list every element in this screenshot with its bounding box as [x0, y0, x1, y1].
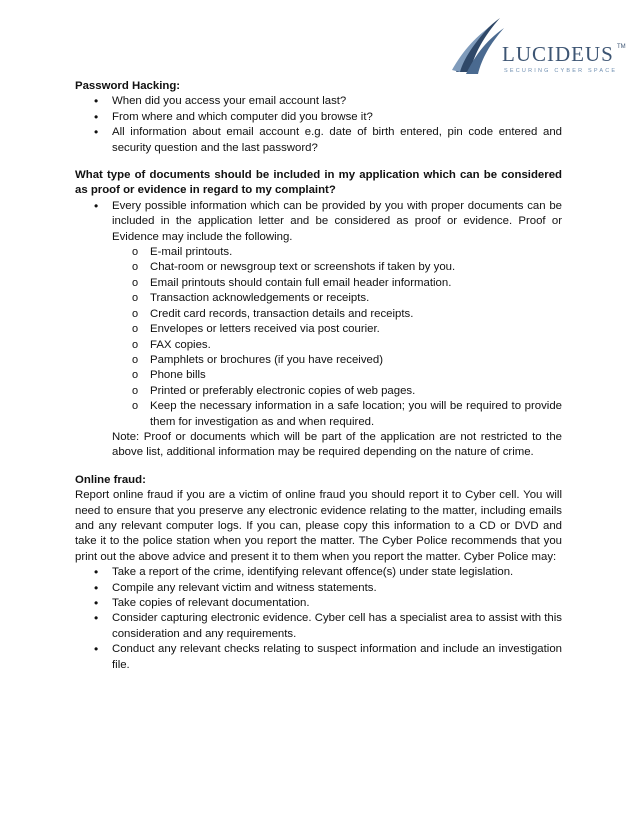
- logo-wordmark: LUCIDEUS: [502, 42, 614, 66]
- lucideus-logo: [448, 16, 628, 76]
- online-fraud-list: [75, 565, 562, 673]
- list-item: • Consider capturing electronic evidence. Cyber cell has a specialist area to assist with this consideration and any requirements.: [112, 611, 562, 642]
- logo-tagline: SECURING CYBER SPACE: [504, 68, 618, 74]
- list-item: • Compile any relevant victim and witness statements.: [112, 581, 562, 596]
- evidence-sublist: [112, 245, 562, 430]
- documents-heading: What type of documents should be included in my application which can be considered as proof or evidence in regard to my complaint?: [75, 169, 562, 197]
- document-body: [75, 79, 562, 673]
- documents-bullet-text: Every possible information which can be provided by you with proper documents can be included in the application letter and be considered as proof or evidence. Proof or Evidence may include the following.: [112, 199, 562, 243]
- list-item: • From where and which computer did you browse it?: [112, 110, 562, 125]
- list-item: • Take copies of relevant documentation.: [112, 596, 562, 611]
- sub-list-item: o Email printouts should contain full email header information.: [150, 276, 562, 291]
- list-item: • All information about email account e.g. date of birth entered, pin code entered and security question and the last password?: [112, 125, 562, 156]
- logo-swoosh-icon: [448, 16, 508, 78]
- sub-list-item: o Printed or preferably electronic copies of web pages.: [150, 384, 562, 399]
- documents-note: Note: Proof or documents which will be part of the application are not restricted to the above list, additional information may be required depending on the nature of crime.: [112, 430, 562, 459]
- online-fraud-heading: Online fraud:: [75, 473, 146, 486]
- sub-list-item: o FAX copies.: [150, 338, 562, 353]
- password-hacking-heading: Password Hacking:: [75, 80, 181, 92]
- list-item: • Take a report of the crime, identifying relevant offence(s) under state legislation.: [112, 565, 562, 580]
- sub-list-item: o Chat-room or newsgroup text or screenshots if taken by you.: [150, 260, 562, 275]
- sub-list-item: o Credit card records, transaction details and receipts.: [150, 307, 562, 322]
- sub-list-item: o Keep the necessary information in a safe location; you will be required to provide them for investigation as and when required.: [150, 399, 562, 430]
- list-item: • When did you access your email account last?: [112, 94, 562, 109]
- sub-list-item: o Envelopes or letters received via post courier.: [150, 322, 562, 337]
- password-hacking-list: [75, 94, 562, 156]
- list-item: • Conduct any relevant checks relating to suspect information and include an investigation file.: [112, 642, 562, 673]
- online-fraud-paragraph: Report online fraud if you are a victim of online fraud you should report it to Cyber cell. You will need to ensure that you preserve any electronic evidence relating to the matter, including emails and any relevant computer logs. If you can, please copy this information to a CD or DVD and take it to the police station when you report the matter. The Cyber Police recommends that you print out the above advice and present it to them when you report the matter. Cyber Police may:: [75, 489, 562, 563]
- sub-list-item: o E-mail printouts.: [150, 245, 562, 260]
- sub-list-item: o Phone bills: [150, 368, 562, 383]
- list-item: [112, 199, 562, 461]
- sub-list-item: o Pamphlets or brochures (if you have received): [150, 353, 562, 368]
- sub-list-item: o Transaction acknowledgements or receipts.: [150, 291, 562, 306]
- documents-list: [75, 199, 562, 461]
- logo-trademark: TM: [617, 44, 626, 50]
